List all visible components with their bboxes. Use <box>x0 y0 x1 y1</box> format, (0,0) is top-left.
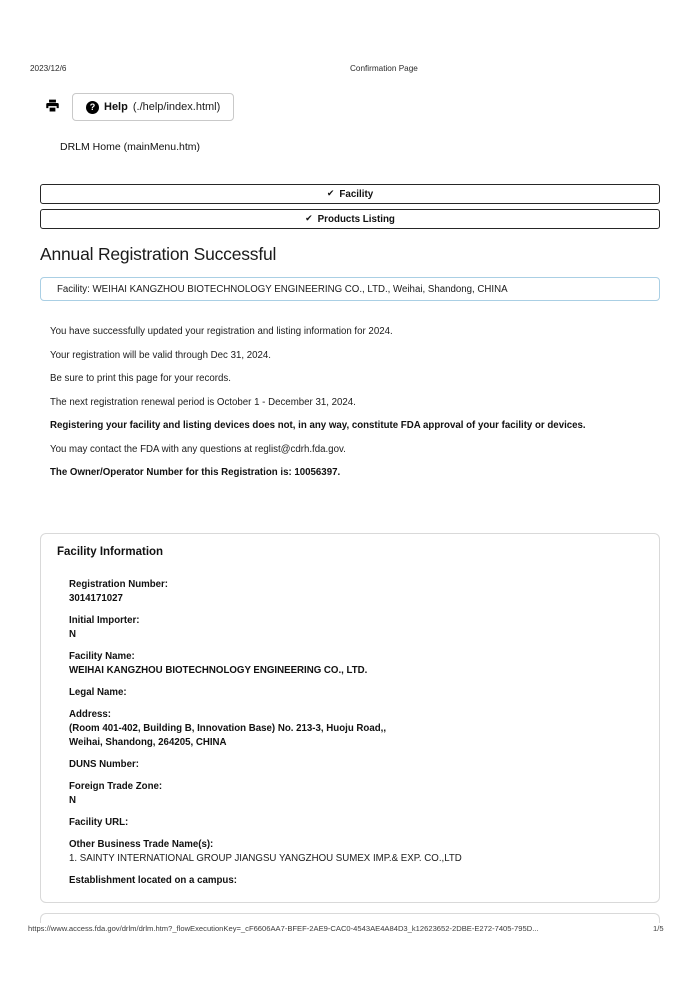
products-listing-section-bar[interactable] <box>40 209 660 229</box>
field-row <box>69 650 643 678</box>
help-button[interactable] <box>72 93 234 121</box>
field-label: Foreign Trade Zone: <box>69 781 163 792</box>
facility-bar-label: Facility <box>339 188 374 200</box>
question-circle-icon: ? <box>86 101 99 114</box>
print-header-date: 2023/12/6 <box>30 64 67 73</box>
facility-information-title: Facility Information <box>57 546 164 558</box>
field-label: Initial Importer: <box>69 615 140 626</box>
help-button-label: Help <box>104 101 128 113</box>
message: You may contact the FDA with any questions at reglist@cdrh.fda.gov. <box>50 443 346 455</box>
field-row <box>69 578 643 606</box>
print-header-title: Confirmation Page <box>350 64 418 73</box>
field-value: N <box>69 629 76 640</box>
field-label: Registration Number: <box>69 579 169 590</box>
field-label: Other Business Trade Name(s): <box>69 839 214 850</box>
facility-section-bar[interactable] <box>40 184 660 204</box>
print-footer-url: https://www.access.fda.gov/drlm/drlm.htm?_flowExecutionKey=_cF6606AA7-BFEF-2AE9-CAC0-4543AE4A84D3_k12623652-2DBE-E272-7405-795D... <box>28 924 539 933</box>
message: The next registration renewal period is October 1 - December 31, 2024. <box>50 396 356 408</box>
field-row <box>69 708 643 750</box>
message: Your registration will be valid through Dec 31, 2024. <box>50 349 271 361</box>
field-row <box>69 816 643 830</box>
field-value: WEIHAI KANGZHOU BIOTECHNOLOGY ENGINEERING CO., LTD. <box>69 665 368 676</box>
drlm-home-link[interactable]: DRLM Home (mainMenu.htm) <box>60 141 201 153</box>
next-card-partial <box>40 913 660 923</box>
facility-fields <box>57 578 643 888</box>
print-footer-page-number: 1/5 <box>653 924 664 933</box>
field-row <box>69 874 643 888</box>
field-label: DUNS Number: <box>69 759 139 770</box>
check-icon: ✔ <box>326 189 335 199</box>
message: Registering your facility and listing devices does not, in any way, constitute FDA approval of your facility or devices. <box>50 420 586 431</box>
message: Be sure to print this page for your records. <box>50 373 231 384</box>
field-value: Weihai, Shandong, 264205, CHINA <box>69 737 227 748</box>
field-value: 1. SAINTY INTERNATIONAL GROUP JIANGSU YANGZHOU SUMEX IMP.& EXP. CO.,LTD <box>69 853 462 864</box>
field-row <box>69 838 643 866</box>
check-icon: ✔ <box>305 214 313 224</box>
field-row <box>69 758 643 772</box>
message: You have successfully updated your registration and listing information for 2024. <box>50 326 393 337</box>
facility-information-card <box>40 533 660 903</box>
field-value: 3014171027 <box>69 593 123 604</box>
field-row <box>69 780 643 808</box>
products-listing-bar-label: Products Listing <box>317 213 395 225</box>
field-row <box>69 686 643 700</box>
field-label: Establishment located on a campus: <box>69 875 237 886</box>
help-button-path: (./help/index.html) <box>132 101 221 113</box>
field-row <box>69 614 643 642</box>
message: The Owner/Operator Number for this Registration is: 10056397. <box>50 467 341 478</box>
messages <box>50 325 650 490</box>
facility-summary-text: Facility: WEIHAI KANGZHOU BIOTECHNOLOGY ENGINEERING CO., LTD., Weihai, Shandong, CHINA <box>57 283 508 295</box>
field-label: Address: <box>69 709 111 720</box>
printer-icon[interactable] <box>45 98 60 113</box>
field-value: (Room 401-402, Building B, Innovation Base) No. 213-3, Huoju Road,, <box>69 723 387 734</box>
field-label: Legal Name: <box>69 687 127 698</box>
page-title: Annual Registration Successful <box>40 244 277 264</box>
field-label: Facility URL: <box>69 817 129 828</box>
field-value: N <box>69 795 76 806</box>
field-label: Facility Name: <box>69 651 135 662</box>
facility-summary-strip <box>40 277 660 301</box>
